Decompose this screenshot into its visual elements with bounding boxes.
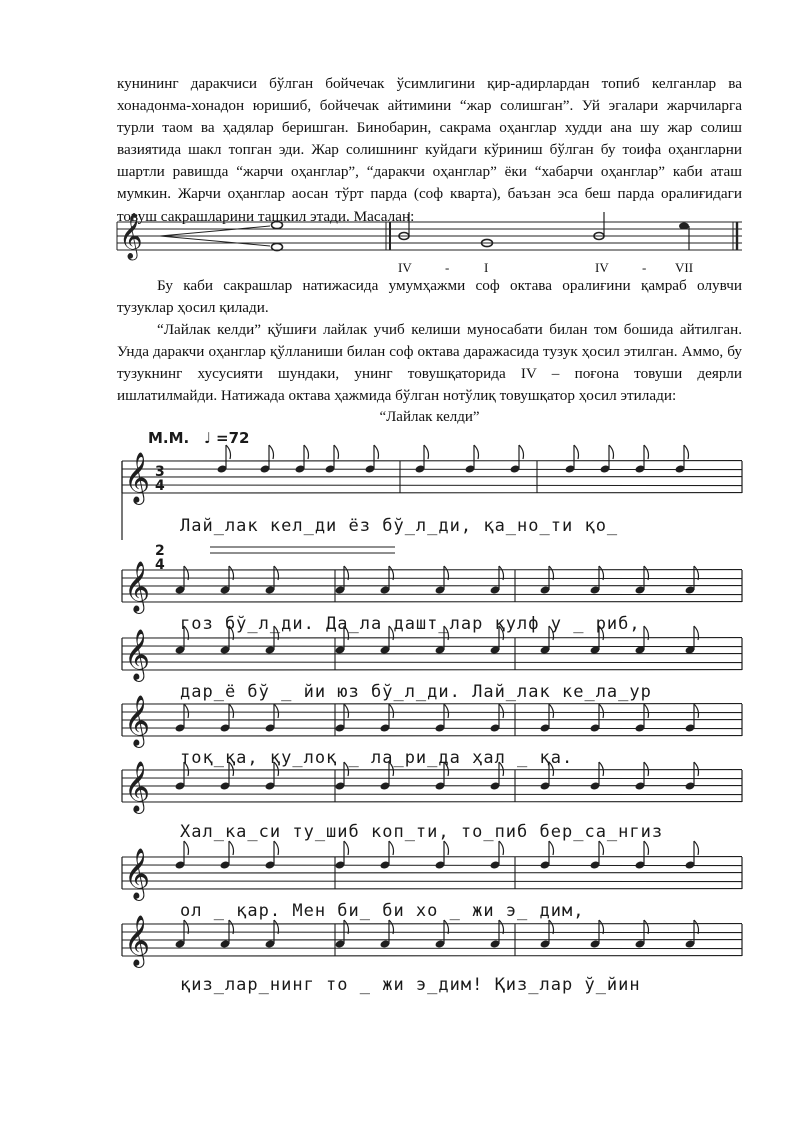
note-flag <box>574 445 579 459</box>
treble-clef-icon: 𝄞 <box>124 695 151 746</box>
note-flag <box>229 704 234 718</box>
treble-clef-icon: 𝄞 <box>124 761 151 812</box>
note-flag <box>599 566 604 580</box>
note-flag <box>609 445 614 459</box>
note-flag <box>694 920 699 934</box>
note-flag <box>599 841 604 855</box>
note-flag <box>274 704 279 718</box>
score-staff <box>122 915 742 968</box>
time-signature-top: 3 <box>155 464 165 480</box>
lyric-line: Лай_лак кел_ди ёз бў_л_ди, қа_но_ти қо_ <box>180 516 619 536</box>
note-flag <box>334 445 339 459</box>
paragraph-leaps: Бу каби сакрашлар натижасида умумҳажми соф октава оралиғини қамраб олувчи тузуклар ҳосил қилади. <box>117 277 742 317</box>
note-flag <box>599 762 604 776</box>
lyric-line: Хал_ка_си ту_шиб коп_ти, то_пиб бер_са_нгиз <box>180 822 664 842</box>
note-flag <box>304 445 309 459</box>
alt-time-signature-top: 2 <box>155 543 165 559</box>
note-flag <box>549 841 554 855</box>
note-flag <box>694 704 699 718</box>
song-title: “Лайлак келди” <box>379 409 480 425</box>
note-flag <box>644 762 649 776</box>
lyric-line: ол _ қар. Мен би_ би хо _ жи э_ дим, <box>180 901 585 921</box>
rhythm-beams <box>210 547 395 553</box>
paragraph-song-intro: “Лайлак келди” қўшиғи лайлак учиб келиши муносабати билан том бошида айтилган. Унда даракчи оҳанглар қўлланиши билан соф октава даражасида тузук ҳосил этилган. Аммо, бу тузукнинг хусусияти шундаки, унинг товушқаторида IV – поғона товуши деярли ишлатилмайди. Натижада октава ҳажмида бўлган нотўлиқ товушқатор ҳосил этилади: <box>117 321 742 405</box>
note-flag <box>269 445 274 459</box>
treble-clef-icon: 𝄞 <box>124 452 151 503</box>
score-staff <box>122 626 742 682</box>
note-flag <box>599 704 604 718</box>
score-staff <box>122 695 742 748</box>
score-staff <box>122 761 742 814</box>
note-flag <box>694 841 699 855</box>
label-vii: VII <box>675 260 694 275</box>
note-flag <box>694 566 699 580</box>
note-flag <box>519 445 524 459</box>
note-flag <box>499 704 504 718</box>
label-iv-2: IV <box>595 260 609 275</box>
score-staff <box>122 445 742 505</box>
note-flag <box>184 841 189 855</box>
label-dash-1: - <box>445 260 450 275</box>
note-flag <box>444 841 449 855</box>
time-signature-bottom: 4 <box>155 478 165 494</box>
note-flag <box>549 704 554 718</box>
quarter-note-icon: ♩ <box>204 429 212 447</box>
note-flag <box>684 445 689 459</box>
treble-clef-icon: 𝄞 <box>119 213 143 259</box>
note-flag <box>599 920 604 934</box>
treble-clef-icon: 𝄞 <box>124 915 151 966</box>
note-flag <box>644 566 649 580</box>
tempo-value: =72 <box>216 429 250 447</box>
treble-clef-icon: 𝄞 <box>124 561 151 612</box>
label-iv-1: IV <box>398 260 412 275</box>
note-flag <box>499 841 504 855</box>
treble-clef-icon: 𝄞 <box>124 629 151 680</box>
score-staff <box>122 561 742 614</box>
note-flag <box>424 445 429 459</box>
paragraph-intro: кунининг даракчиси бўлган бойчечак ўсимлигини қир-адирлардан топиб келганлар ва хонадонма-хонадон юришиб, бойчечак айтимини “жар солишган”. Уй эгалари жарчиларга турли таом ва ҳадялар беришган. Бинобарин, сакрама оҳанглар худди ана шу жар солиш вазиятида шакл топган эди. Жар солишнинг куйдаги кўриниш бўлган бу тоифа оҳангларни шартли равишда “жарчи оҳанглар”, “даракчи оҳанглар” ёки “хабарчи оҳанглар” каби аташ мумкин. Жарчи оҳанглар аосан тўрт парда (соф кварта), баъзан эса беш парда оралиғидаги товуш сакрашларини ташкил этади. Масалан: <box>117 75 742 225</box>
note-flag <box>389 704 394 718</box>
lyric-line: дар_ё бў _ йи юз бў_л_ди. Лай_лак ке_ла_ур <box>180 682 652 702</box>
note-flag <box>644 841 649 855</box>
score-staff <box>122 841 742 901</box>
note-flag <box>184 704 189 718</box>
note-flag <box>344 704 349 718</box>
note-flag <box>474 445 479 459</box>
label-i: I <box>484 260 489 275</box>
note-flag <box>644 920 649 934</box>
treble-clef-icon: 𝄞 <box>124 848 151 899</box>
note-flag <box>644 445 649 459</box>
lyric-line: тоқ_қа, қу_лоқ _ ла_ри_да ҳал _ қа. <box>180 748 574 768</box>
note-flag <box>444 704 449 718</box>
note-flag <box>374 445 379 459</box>
note-flag <box>229 841 234 855</box>
note-flag <box>389 841 394 855</box>
lyric-line: гоз бў_л_ди. Да_ла дашт_лар қулф у _ риб, <box>180 614 641 634</box>
note-flag <box>694 762 699 776</box>
note-flag <box>644 704 649 718</box>
note-flag <box>344 841 349 855</box>
tempo-marking: M.M. <box>148 429 190 447</box>
lyric-line: қиз_лар_нинг то _ жи э_дим! Қиз_лар ў_йин <box>180 975 641 995</box>
alt-time-signature-bottom: 4 <box>155 557 165 573</box>
note-flag <box>226 445 231 459</box>
label-dash-2: - <box>642 260 647 275</box>
note-flag <box>274 841 279 855</box>
